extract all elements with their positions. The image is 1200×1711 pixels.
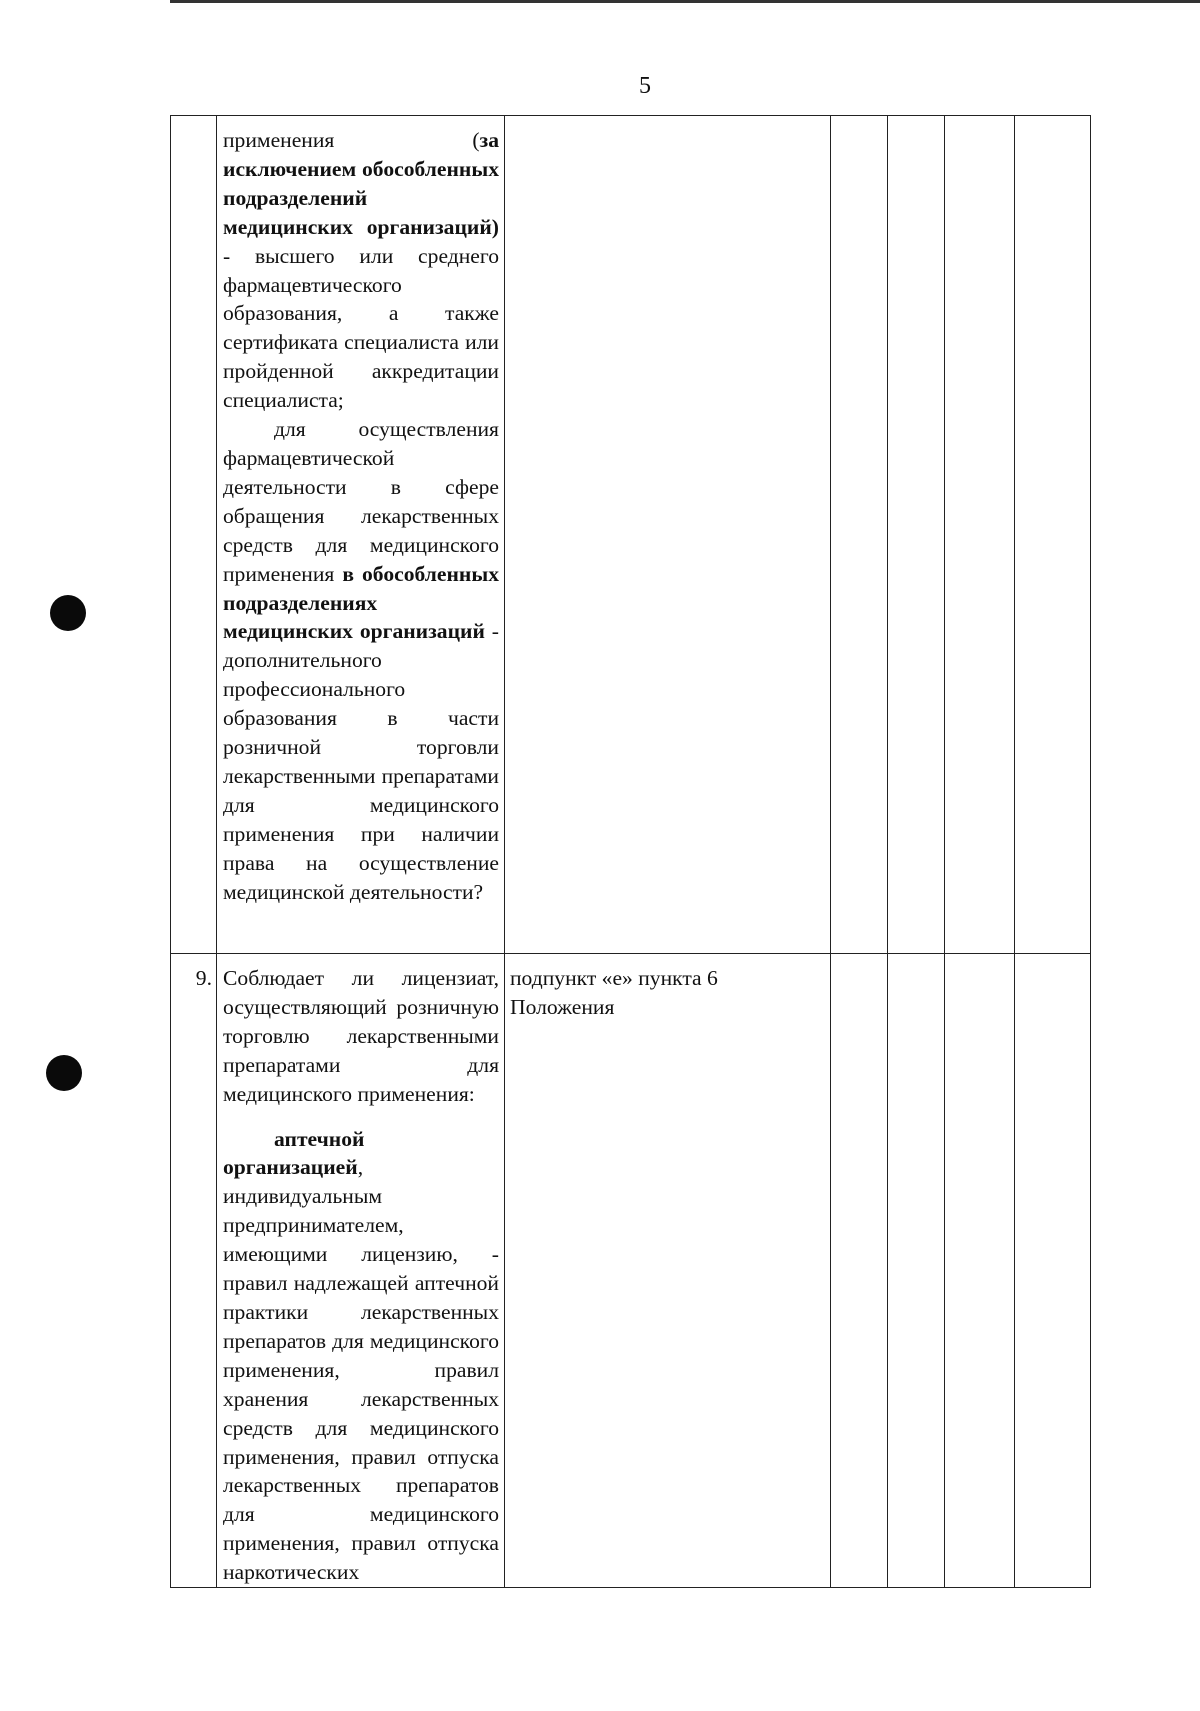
requirement-text (217, 954, 504, 1587)
requirement-cell (217, 954, 505, 1588)
not-applicable-cell (945, 116, 1015, 954)
requirement-cell (217, 116, 505, 954)
table-row (171, 954, 1091, 1588)
checklist-table (170, 115, 1091, 1588)
row-number-cell (171, 116, 217, 954)
requirement-fragment: для осуществления фармацевтической деятельности в сфере обращения лекарственных средств для медицинского применения (223, 417, 499, 586)
requirement-paragraph (223, 126, 499, 415)
answer-no-cell (888, 116, 945, 954)
legal-reference-cell (505, 116, 831, 954)
note-cell (1015, 954, 1091, 1588)
row-number (171, 116, 216, 126)
legal-reference-cell (505, 954, 831, 1588)
row-number-cell (171, 954, 217, 1588)
requirement-emphasis: аптечной организацией (223, 1126, 365, 1180)
legal-reference (505, 116, 830, 126)
requirement-fragment: - дополнительного профессионального образования в части розничной торговли лекарственными препаратами для медицинского применения при наличии права на осуществление медицинской деятельности? (223, 619, 499, 904)
requirement-fragment: , индивидуальным предпринимателем, имеющими лицензию, - правил надлежащей аптечной практики лекарственных препаратов для медицинского применения, правил хранения лекарственных средств для медицинского применения, правил отпуска лекарственных препаратов для медицинского применения, правил отпуска наркотических (223, 1155, 499, 1585)
requirement-paragraph (223, 964, 499, 1109)
page-number: 5 (639, 73, 651, 99)
row-number: 9. (195, 966, 212, 990)
punch-hole-mark (46, 1055, 82, 1091)
table-row (171, 116, 1091, 954)
answer-yes-cell (831, 954, 888, 1588)
requirement-emphasis: за исключением обособленных подразделений медицинских организаций) (223, 128, 499, 239)
requirement-fragment: - высшего или среднего фармацевтического образования, а также сертификата специалиста или пройденной аккредитации специалиста; (223, 243, 499, 413)
punch-hole-mark (50, 595, 86, 631)
answer-no-cell (888, 954, 945, 1588)
requirement-fragment: применения ( (223, 128, 480, 152)
answer-yes-cell (831, 116, 888, 954)
requirement-fragment: Соблюдает ли лицензиат, осуществляющий розничную торговлю лекарственными препаратами для медицинского применения: (223, 966, 499, 1106)
requirement-text (217, 116, 504, 906)
requirement-paragraph (223, 1125, 499, 1588)
not-applicable-cell (945, 954, 1015, 1588)
note-cell (1015, 116, 1091, 954)
requirement-emphasis: в обособленных подразделениях медицинских организаций (223, 561, 499, 644)
requirement-paragraph (223, 415, 499, 906)
legal-reference: подпункт «е» пункта 6 Положения (510, 966, 718, 1019)
top-border-line (170, 0, 1200, 3)
